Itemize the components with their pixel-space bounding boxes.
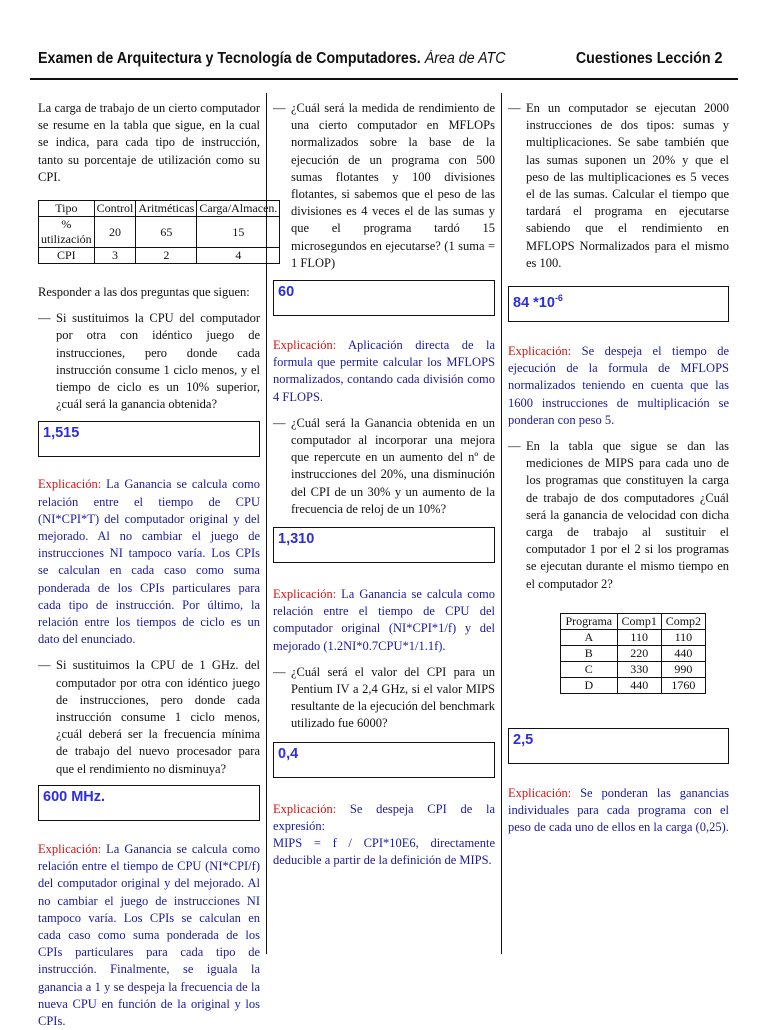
question-text: Si sustituimos la CPU de 1 GHz. del computador por otra con idéntico juego de instrucciones, pero donde cada instrucción consume 1 ciclo menos, ¿cuál deberá ser la frecuencia mínima de trabajo del nuevo procesador para que el rendimiento no disminuya? (56, 658, 260, 776)
table-cell: Aritméticas (136, 201, 197, 217)
explanation-label: Explicación: (273, 338, 337, 353)
answer-value: 84 *10 (513, 294, 555, 311)
table-cell: Comp2 (661, 613, 705, 629)
table-cell: 1760 (661, 677, 705, 693)
question: — ¿Cuál será la medida de rendimiento de una cierto computador en MFLOPs normalizados sobre la base de la ejecución de un programa con 500 sumas flotantes y 100 divisiones flotantes, si sabemos que el peso de las divisiones es 4 veces el de las sumas y que el programa tardó 15 microsegundos en ejecutarse? (1 suma = 1 FLOP) (273, 101, 495, 270)
table-cell: 20 (94, 217, 136, 248)
question: — Si sustituimos la CPU del computador por otra con idéntico juego de instrucciones, pero donde cada instrucción consume 1 ciclo menos, y el tiempo de ciclo es un 10% superior, ¿cuál será la ganancia obtenida? (38, 311, 260, 412)
question-text: ¿Cuál será el valor del CPI para un Pentium IV a 2,4 GHz, si el valor MIPS resultante de la ejecución del benchmark utilizado fue 6000? (291, 664, 495, 731)
explanation-text: La Ganancia se calcula como relación entre el tiempo de CPU (NI*CPI*T) del computador original y del mejorado. Al no cambiar el juego de instrucciones NI tampoco varía. Los CPIs se calculan en cada caso como suma ponderada de los CPIs particulares para cada tipo de instrucción. Por último, la relación entre los tiempos de ciclo es un dato del enunciado. (38, 477, 261, 647)
explanation-label: Explicación: (273, 801, 337, 816)
explanation (38, 476, 260, 648)
explanation-text: Se despeja el tiempo de ejecución de la formula de MFLOPS normalizados teniendo en cuenta que las 1600 instrucciones de multiplicación se ponderan con peso 5. (508, 344, 729, 427)
table-header-row (39, 201, 280, 217)
table-cell: CPI (39, 248, 95, 264)
table-cell: 110 (617, 629, 661, 645)
instruction-text: Responder a las dos preguntas que siguen: (38, 285, 250, 300)
table-cell: Control (94, 201, 136, 217)
table-cell: Programa (561, 613, 618, 629)
explanation-text: La Ganancia se calcula como relación entre el tiempo de CPU (NI*CPI/f) del computador original y del mejorado. Al no cambiar el juego de instrucciones NI tampoco varía. Los CPIs se calculan en cada caso como suma ponderada de los CPIs particulares para cada tipo de instrucción. Finalmente, se iguala la ganancia a 1 y se despeja la frecuencia de la nueva CPU en función de la original y los CPIs. (38, 841, 261, 1028)
explanation (273, 337, 495, 406)
table-cell: C (561, 661, 618, 677)
table-cell: 990 (661, 661, 705, 677)
answer-box: 0,4 (273, 742, 495, 778)
table-cell: D (561, 677, 618, 693)
question: — ¿Cuál será el valor del CPI para un Pentium IV a 2,4 GHz, si el valor MIPS resultante de la ejecución del benchmark utilizado fue 6000? (273, 664, 495, 731)
explanation (508, 343, 729, 429)
answer-box: 600 MHz. (38, 785, 260, 821)
mips-table (560, 613, 706, 694)
table-cell: Carga/Almacen. (197, 201, 280, 217)
table-cell: 330 (617, 661, 661, 677)
workload-table (38, 200, 280, 264)
column-1 (38, 100, 278, 1030)
question-text: ¿Cuál será la medida de rendimiento de una cierto computador en MFLOPs normalizados sobre la base de la ejecución de un programa con 500 sumas flotantes y 100 divisiones flotantes, si sabemos que el peso de las divisiones es 4 veces el de las sumas y que el programa tardó 15 microsegundos en ejecutarse? (1 suma = 1 FLOP) (291, 101, 495, 270)
answer-box: 1,310 (273, 527, 495, 563)
explanation-text: La Ganancia se calcula como relación entre el tiempo de CPU del computador original (NI*CPI*1/f) y del mejorado (1.2NI*0.7CPU*1/1.1f). (273, 587, 496, 653)
table-cell: 4 (197, 248, 280, 264)
table-row (561, 645, 706, 661)
table-row (39, 248, 280, 264)
table-row (39, 217, 280, 248)
explanation (273, 586, 495, 655)
explanation (508, 785, 729, 837)
question: — En la tabla que sigue se dan las mediciones de MIPS para cada uno de los programas que constituyen la carga de trabajo de dos computadores ¿Cuál será la ganancia de velocidad con dicha carga de trabajo al sustituir el computador 1 por el 2 si los programas se ejecutan durante el mismo tiempo en el computador 2? (508, 439, 729, 591)
exam-area: Área de ATC (424, 50, 506, 67)
header-rule (30, 78, 738, 80)
table-cell: 440 (617, 677, 661, 693)
explanation-label: Explicación: (508, 344, 572, 359)
table-row (561, 661, 706, 677)
table-cell: 65 (136, 217, 197, 248)
column-2 (273, 100, 495, 870)
table-header-row (561, 613, 706, 629)
answer-box: 2,5 (508, 728, 729, 764)
lesson-title: Cuestiones Lección 2 (575, 50, 723, 67)
question: — ¿Cuál será la Ganancia obtenida en un computador al incorporar una mejora que repercute en un aumento del nº de instrucciones del 20%, una disminución del CPI de un 30% y un aumento de la frecuencia de reloj de un 10%? (273, 415, 495, 516)
question-text: En un computador se ejecutan 2000 instrucciones de dos tipos: sumas y multiplicaciones. Se sabe también que las sumas suponen un 20% y que el peso de las multiplicaciones es 5 veces el de las sumas. Calcular el tiempo que tardará el programa en ejecutarse sabiendo que el rendimiento en MFLOPS Normalizados para el mismo es 100. (526, 101, 729, 270)
question-text: En la tabla que sigue se dan las mediciones de MIPS para cada uno de los programas que constituyen la carga de trabajo de dos computadores ¿Cuál será la ganancia de velocidad con dicha carga de trabajo al sustituir el computador 1 por el 2 si los programas se ejecutan durante el mismo tiempo en el computador 2? (526, 439, 729, 591)
table-cell: Comp1 (617, 613, 661, 629)
table-cell: A (561, 629, 618, 645)
explanation-label: Explicación: (508, 785, 572, 800)
table-cell: 110 (661, 629, 705, 645)
table-cell: 3 (94, 248, 136, 264)
question-text: Si sustituimos la CPU del computador por otra con idéntico juego de instrucciones, pero donde cada instrucción consume 1 ciclo menos, y el tiempo de ciclo es un 10% superior, ¿cuál será la ganancia obtenida? (56, 311, 260, 412)
explanation-formula: MIPS = f / CPI*10E6, directamente deducible a partir de la definición de MIPS. (273, 836, 495, 868)
explanation-label: Explicación: (273, 587, 337, 602)
explanation-label: Explicación: (38, 841, 102, 856)
intro-text: La carga de trabajo de un cierto computador se resume en la tabla que sigue, en la cual se indica, para cada tipo de instrucción, tanto su porcentaje de utilización como su CPI. (38, 101, 260, 184)
answer-box (508, 286, 729, 322)
question: — En un computador se ejecutan 2000 instrucciones de dos tipos: sumas y multiplicaciones. Se sabe también que las sumas suponen un 20% y que el peso de las multiplicaciones es 5 veces el de las sumas. Calcular el tiempo que tardará el programa en ejecutarse sabiendo que el rendimiento en MFLOPS Normalizados para el mismo es 100. (508, 101, 729, 270)
table-row (561, 677, 706, 693)
table-cell: Tipo (39, 201, 95, 217)
column-divider (501, 93, 502, 954)
explanation-text: Aplicación directa de la formula que permite calcular los MFLOPS normalizados, contando cada división como 4 FLOPS. (273, 338, 495, 404)
exam-title: Examen de Arquitectura y Tecnología de Computadores. (38, 50, 421, 67)
table-cell: 220 (617, 645, 661, 661)
explanation-label: Explicación: (38, 477, 102, 492)
explanation-text: Se ponderan las ganancias individuales para cada programa con el peso de cada uno de ellos en la carga (0,25). (508, 785, 729, 835)
table-cell: B (561, 645, 618, 661)
answer-box: 1,515 (38, 421, 260, 457)
explanation (273, 801, 495, 870)
column-3 (508, 100, 729, 836)
question-text: ¿Cuál será la Ganancia obtenida en un computador al incorporar una mejora que repercute en un aumento del nº de instrucciones del 20%, una disminución del CPI de un 30% y un aumento de la frecuencia de reloj de un 10%? (291, 415, 495, 516)
table-cell: 440 (661, 645, 705, 661)
page-header (38, 50, 723, 72)
explanation (38, 841, 260, 1030)
answer-box: 60 (273, 280, 495, 316)
table-row (561, 629, 706, 645)
table-cell: % utilización (39, 217, 95, 248)
answer-exponent: -6 (554, 293, 563, 304)
table-cell: 2 (136, 248, 197, 264)
question: — Si sustituimos la CPU de 1 GHz. del computador por otra con idéntico juego de instrucciones, pero donde cada instrucción consume 1 ciclo menos, ¿cuál deberá ser la frecuencia mínima de trabajo del nuevo procesador para que el rendimiento no disminuya? (38, 658, 260, 776)
table-cell: 15 (197, 217, 280, 248)
explanation-text: Se despeja CPI de la expresión: (273, 801, 495, 833)
